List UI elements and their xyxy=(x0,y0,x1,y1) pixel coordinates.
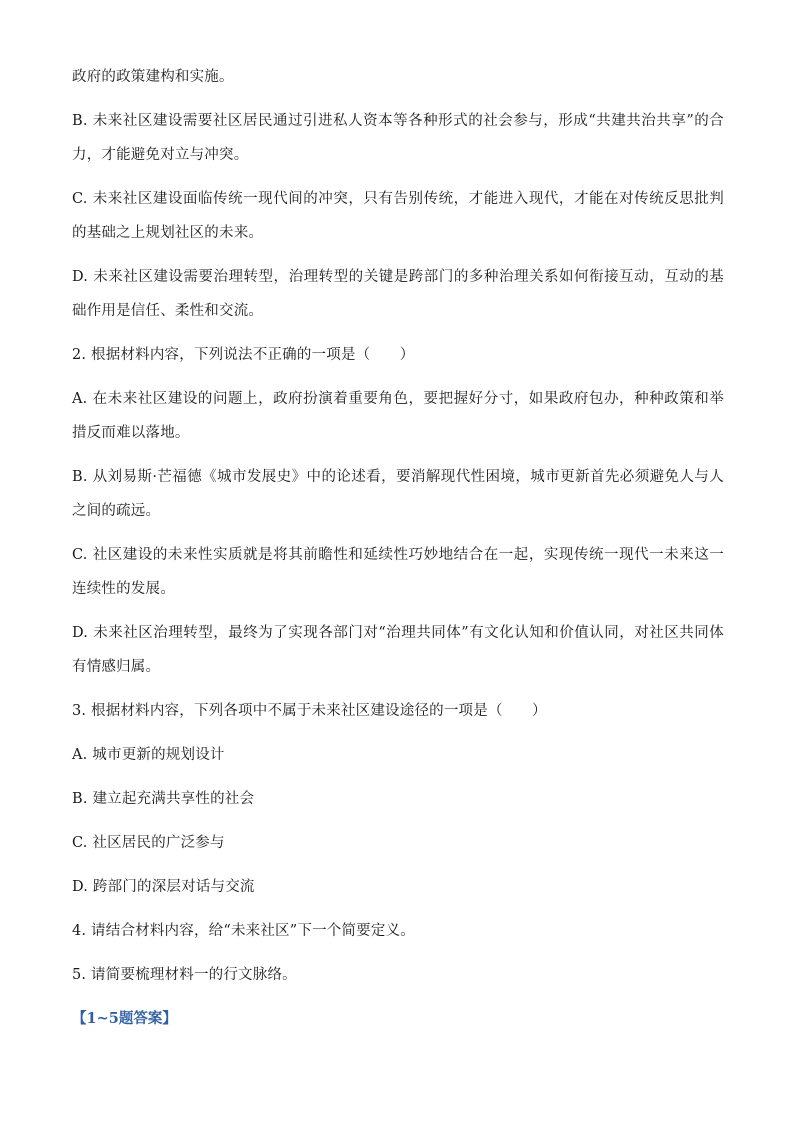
q2-option-d: D. 未来社区治理转型，最终为了实现各部门对“治理共同体”有文化认知和价值认同，对社区共同体有情感归属。 xyxy=(72,625,724,675)
q1-option-c: C. 未来社区建设面临传统一现代间的冲突，只有告别传统，才能进入现代，才能在对传统反思批判的基础之上规划社区的未来。 xyxy=(72,191,724,241)
q3-option-b: B. 建立起充满共享性的社会 xyxy=(72,791,255,807)
paragraph-policy-continuation: 政府的政策建构和实施。 xyxy=(72,69,234,85)
q3-option-c: C. 社区居民的广泛参与 xyxy=(72,835,225,851)
q3-option-d: D. 跨部门的深层对话与交流 xyxy=(72,879,255,895)
q3-option-a: A. 城市更新的规划设计 xyxy=(72,747,225,763)
q1-option-b: B. 未来社区建设需要社区居民通过引进私人资本等各种形式的社会参与，形成“共建共治共享”的合力，才能避免对立与冲突。 xyxy=(72,113,724,163)
question-2-stem: 2. 根据材料内容，下列说法不正确的一项是（ ） xyxy=(72,347,415,363)
question-3-stem: 3. 根据材料内容，下列各项中不属于未来社区建设途径的一项是（ ） xyxy=(72,703,547,719)
answer-section-heading: 【1~5题答案】 xyxy=(72,1010,177,1027)
q2-option-b: B. 从刘易斯·芒福德《城市发展史》中的论述看，要消解现代性困境，城市更新首先必须避免人与人之间的疏远。 xyxy=(72,469,724,519)
q1-option-d: D. 未来社区建设需要治理转型，治理转型的关键是跨部门的多种治理关系如何衔接互动，互动的基础作用是信任、柔性和交流。 xyxy=(72,269,724,319)
question-4: 4. 请结合材料内容，给“未来社区”下一个简要定义。 xyxy=(72,923,415,939)
document-page xyxy=(72,60,724,1036)
q2-option-a: A. 在未来社区建设的问题上，政府扮演着重要角色，要把握好分寸，如果政府包办，种种政策和举措反而难以落地。 xyxy=(72,391,724,441)
q2-option-c: C. 社区建设的未来性实质就是将其前瞻性和延续性巧妙地结合在一起，实现传统一现代一未来这一连续性的发展。 xyxy=(72,547,724,597)
question-5: 5. 请简要梳理材料一的行文脉络。 xyxy=(72,967,297,983)
